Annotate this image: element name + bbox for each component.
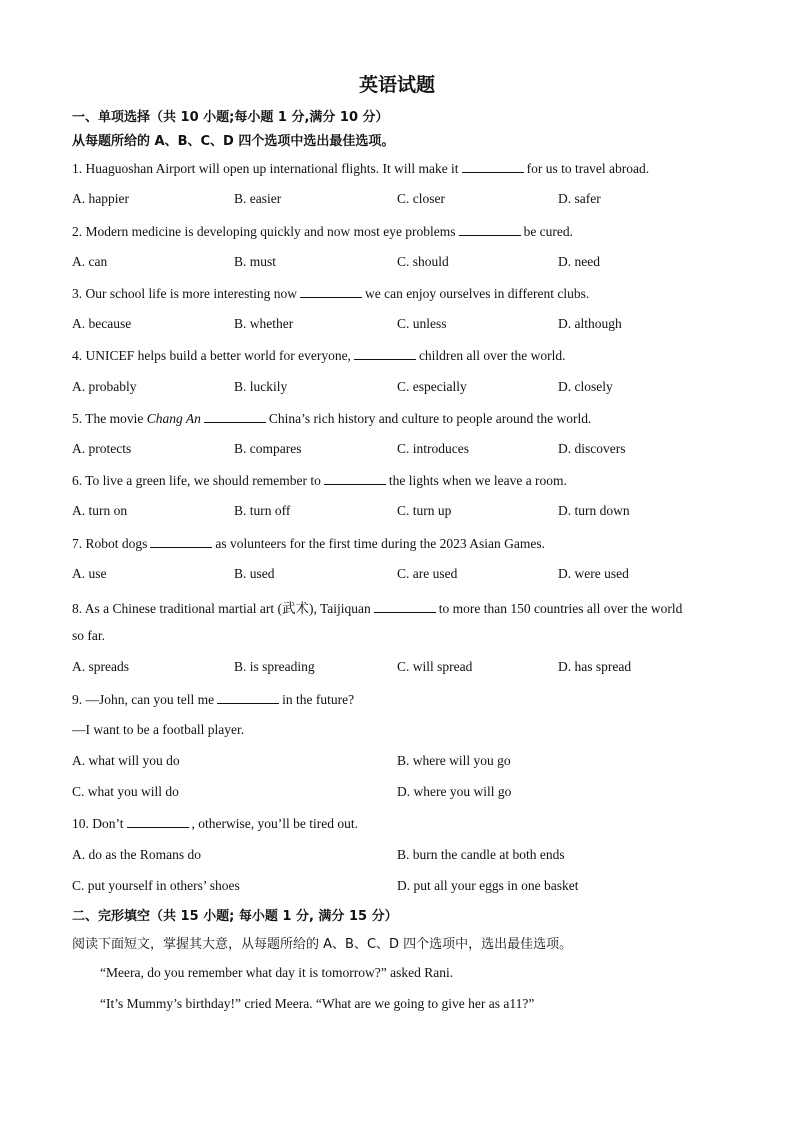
question-8-continued: so far. <box>72 628 105 643</box>
answer-blank <box>462 160 524 173</box>
question-1 <box>72 160 649 177</box>
question-9 <box>72 691 354 708</box>
option-a: A. because <box>72 316 132 331</box>
option-b: B. compares <box>234 441 302 456</box>
option-c: C. should <box>397 254 449 269</box>
question-2 <box>72 223 573 240</box>
option-c: C. unless <box>397 316 447 331</box>
question-10 <box>72 815 358 832</box>
question-text: China’s rich history and culture to people around the world. <box>268 411 592 426</box>
answer-blank <box>324 472 386 485</box>
question-3 <box>72 285 589 302</box>
question-text: as volunteers for the first time during the 2023 Asian Games. <box>215 536 545 551</box>
option-b: B. easier <box>234 191 282 206</box>
question-7 <box>72 535 545 552</box>
option-a: A. happier <box>72 191 129 206</box>
option-c: C. introduces <box>397 441 469 456</box>
movie-title: Chang An <box>146 411 201 426</box>
question-text: in the future? <box>282 692 355 707</box>
answer-blank <box>204 410 266 423</box>
option-d: D. has spread <box>558 659 632 674</box>
passage-paragraph-1: “Meera, do you remember what day it is tomorrow?” asked Rani. <box>100 965 454 980</box>
option-c: C. turn up <box>397 503 452 518</box>
passage-text: “It’s Mummy’s birthday!” cried Meera. “What are we going to give her as a <box>100 996 510 1011</box>
option-a: A. use <box>72 566 107 581</box>
option-d: D. although <box>558 316 622 331</box>
question-8 <box>72 597 682 617</box>
option-a: A. do as the Romans do <box>72 847 201 862</box>
question-text: 6. To live a green life, we should remember to <box>72 473 321 488</box>
option-a: A. probably <box>72 379 137 394</box>
section1-heading: 一、单项选择（共 10 小题;每小题 1 分,满分 10 分） <box>72 110 389 125</box>
option-a: A. turn on <box>72 503 128 518</box>
option-d: D. turn down <box>558 503 630 518</box>
question-text: 9. —John, can you tell me <box>72 692 215 707</box>
option-b: B. burn the candle at both ends <box>397 847 565 862</box>
question-text: be cured. <box>523 224 574 239</box>
option-d: D. discovers <box>558 441 626 456</box>
question-text: , otherwise, you’ll be tired out. <box>191 816 358 831</box>
option-c: C. will spread <box>397 659 473 674</box>
question-text: we can enjoy ourselves in different clubs. <box>364 286 590 301</box>
dialogue-reply: —I want to be a football player. <box>72 722 245 737</box>
answer-blank <box>354 347 416 360</box>
question-text: the lights when we leave a room. <box>388 473 567 488</box>
question-text: to more than 150 countries all over the world <box>438 601 683 616</box>
question-text: 10. Don’t <box>72 816 124 831</box>
option-a: A. what will you do <box>72 753 180 768</box>
option-c: C. what you will do <box>72 784 179 799</box>
passage-paragraph-2 <box>100 996 534 1012</box>
cloze-blank-11: 11 <box>509 996 523 1011</box>
option-d: D. safer <box>558 191 601 206</box>
question-text: 7. Robot dogs <box>72 536 148 551</box>
option-a: A. protects <box>72 441 132 456</box>
option-c: C. put yourself in others’ shoes <box>72 878 240 893</box>
answer-blank <box>127 815 189 828</box>
question-text: 4. UNICEF helps build a better world for everyone, <box>72 348 351 363</box>
question-text: for us to travel abroad. <box>526 161 650 176</box>
section2-heading: 二、完形填空（共 15 小题; 每小题 1 分, 满分 15 分） <box>72 909 398 924</box>
option-c: C. are used <box>397 566 458 581</box>
section2-instruction: 阅读下面短文，掌握其大意，从每题所给的 A、B、C、D 四个选项中，选出最佳选项。 <box>72 937 573 952</box>
question-6 <box>72 472 567 489</box>
option-b: B. whether <box>234 316 294 331</box>
question-text: children all over the world. <box>418 348 566 363</box>
question-text: 5. The movie <box>72 411 144 426</box>
option-d: D. were used <box>558 566 629 581</box>
question-text: 8. As a Chinese traditional martial art (武术), Taijiquan <box>72 601 371 616</box>
question-4 <box>72 347 566 364</box>
option-a: A. can <box>72 254 108 269</box>
question-5 <box>72 410 591 427</box>
option-a: A. spreads <box>72 659 129 674</box>
option-b: B. must <box>234 254 277 269</box>
option-b: B. used <box>234 566 275 581</box>
answer-blank <box>459 223 521 236</box>
option-b: B. is spreading <box>234 659 315 674</box>
passage-text: ?” <box>522 996 535 1011</box>
question-text: 3. Our school life is more interesting now <box>72 286 297 301</box>
section1-instruction: 从每题所给的 A、B、C、D 四个选项中选出最佳选项。 <box>72 134 395 149</box>
question-text: 1. Huaguoshan Airport will open up international flights. It will make it <box>72 161 459 176</box>
answer-blank <box>300 285 362 298</box>
option-d: D. need <box>558 254 600 269</box>
answer-blank <box>374 600 436 613</box>
option-b: B. where will you go <box>397 753 511 768</box>
answer-blank <box>150 535 212 548</box>
option-b: B. luckily <box>234 379 288 394</box>
option-d: D. put all your eggs in one basket <box>397 878 579 893</box>
answer-blank <box>217 691 279 704</box>
question-text: 2. Modern medicine is developing quickly and now most eye problems <box>72 224 456 239</box>
option-c: C. closer <box>397 191 445 206</box>
page-title: 英语试题 <box>358 75 435 96</box>
option-d: D. where you will go <box>397 784 512 799</box>
option-d: D. closely <box>558 379 613 394</box>
option-b: B. turn off <box>234 503 291 518</box>
option-c: C. especially <box>397 379 467 394</box>
